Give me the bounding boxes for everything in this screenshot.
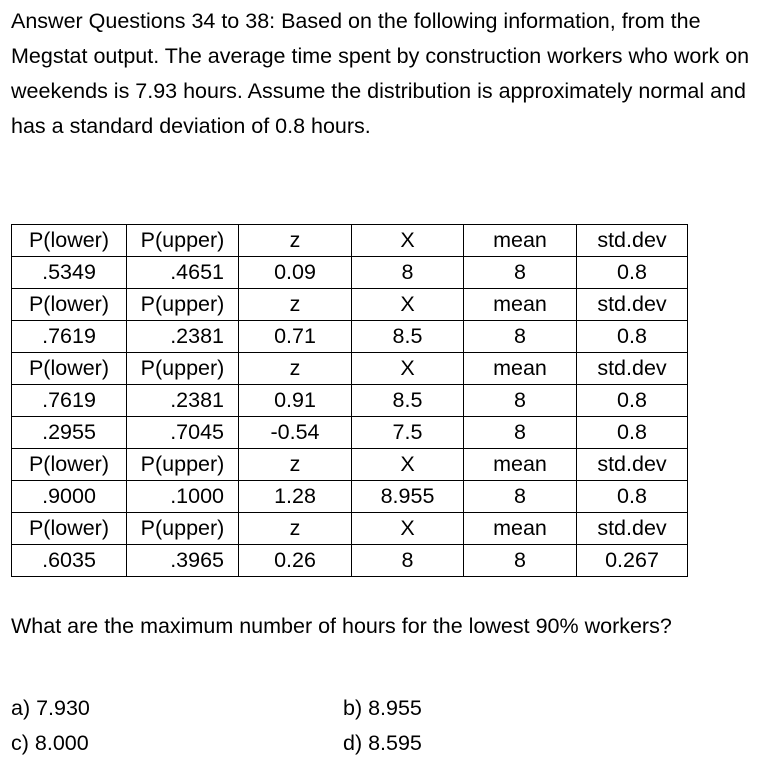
table-cell: .2381 (127, 321, 239, 353)
table-header-row (12, 449, 688, 481)
table-header-cell: P(lower) (12, 353, 127, 385)
table-cell: 7.5 (352, 417, 464, 449)
table-header-cell: mean (464, 289, 577, 321)
table-header-cell: mean (464, 353, 577, 385)
table-row (12, 257, 688, 289)
choice-d: d) 8.595 (343, 731, 422, 755)
table-cell: 8 (352, 257, 464, 289)
table-cell: 8 (464, 545, 577, 577)
table-cell: .7045 (127, 417, 239, 449)
table-header-cell: P(lower) (12, 513, 127, 545)
question-text: What are the maximum number of hours for the lowest 90% workers? (11, 614, 672, 638)
table-header-cell: z (239, 449, 352, 481)
table-row (12, 545, 688, 577)
table-cell: 8 (464, 417, 577, 449)
table-cell: 0.8 (577, 481, 688, 513)
table-cell: 0.8 (577, 257, 688, 289)
table-cell: 8 (464, 481, 577, 513)
table-cell: .7619 (12, 385, 127, 417)
table-header-cell: P(upper) (127, 513, 239, 545)
table-header-cell: std.dev (577, 513, 688, 545)
table-header-cell: mean (464, 513, 577, 545)
table-header-cell: std.dev (577, 225, 688, 257)
table-cell: .2381 (127, 385, 239, 417)
table-cell: -0.54 (239, 417, 352, 449)
table-header-cell: std.dev (577, 289, 688, 321)
table-header-cell: P(lower) (12, 225, 127, 257)
table-cell: 8.5 (352, 321, 464, 353)
table-header-row (12, 289, 688, 321)
table-cell: .3965 (127, 545, 239, 577)
table-row (12, 321, 688, 353)
table-cell: 8 (352, 545, 464, 577)
table-cell: 0.8 (577, 417, 688, 449)
table-header-row (12, 353, 688, 385)
table-cell: 0.91 (239, 385, 352, 417)
table-header-cell: X (352, 225, 464, 257)
table-cell: 0.267 (577, 545, 688, 577)
table-header-cell: mean (464, 449, 577, 481)
table-header-cell: std.dev (577, 353, 688, 385)
table-cell: .6035 (12, 545, 127, 577)
table-row (12, 385, 688, 417)
table-header-cell: P(upper) (127, 353, 239, 385)
table-header-cell: z (239, 353, 352, 385)
table-cell: 0.26 (239, 545, 352, 577)
table-header-cell: X (352, 289, 464, 321)
table-cell: 0.71 (239, 321, 352, 353)
table-header-cell: z (239, 513, 352, 545)
choice-c: c) 8.000 (11, 731, 89, 755)
table-cell: .9000 (12, 481, 127, 513)
table-cell: 0.8 (577, 321, 688, 353)
choice-a: a) 7.930 (11, 696, 90, 720)
table-cell: .7619 (12, 321, 127, 353)
table-header-cell: P(upper) (127, 449, 239, 481)
table-cell: .1000 (127, 481, 239, 513)
table-header-row (12, 513, 688, 545)
table-header-cell: P(upper) (127, 225, 239, 257)
table-cell: 8.5 (352, 385, 464, 417)
table-header-cell: X (352, 449, 464, 481)
table-header-cell: X (352, 513, 464, 545)
intro-paragraph: Answer Questions 34 to 38: Based on the following information, from the Megstat output. The average time spent by construction workers who work on weekends is 7.93 hours. Assume the distribution is approximately normal and has a standard deviation of 0.8 hours. (11, 9, 750, 138)
table-cell: .4651 (127, 257, 239, 289)
table-cell: .5349 (12, 257, 127, 289)
table-cell: 8 (464, 257, 577, 289)
table-header-cell: P(lower) (12, 289, 127, 321)
table-cell: .2955 (12, 417, 127, 449)
table-row (12, 417, 688, 449)
table-cell: 8 (464, 385, 577, 417)
table-body (12, 225, 688, 577)
table-row (12, 481, 688, 513)
table-cell: 0.8 (577, 385, 688, 417)
megstat-output-table (11, 224, 688, 577)
table-header-row (12, 225, 688, 257)
table-header-cell: z (239, 225, 352, 257)
choice-b: b) 8.955 (343, 696, 422, 720)
table-cell: 8 (464, 321, 577, 353)
table-header-cell: P(lower) (12, 449, 127, 481)
table-cell: 1.28 (239, 481, 352, 513)
table-header-cell: P(upper) (127, 289, 239, 321)
table-header-cell: std.dev (577, 449, 688, 481)
table-header-cell: X (352, 353, 464, 385)
table-cell: 8.955 (352, 481, 464, 513)
table-cell: 0.09 (239, 257, 352, 289)
table-header-cell: mean (464, 225, 577, 257)
table-header-cell: z (239, 289, 352, 321)
